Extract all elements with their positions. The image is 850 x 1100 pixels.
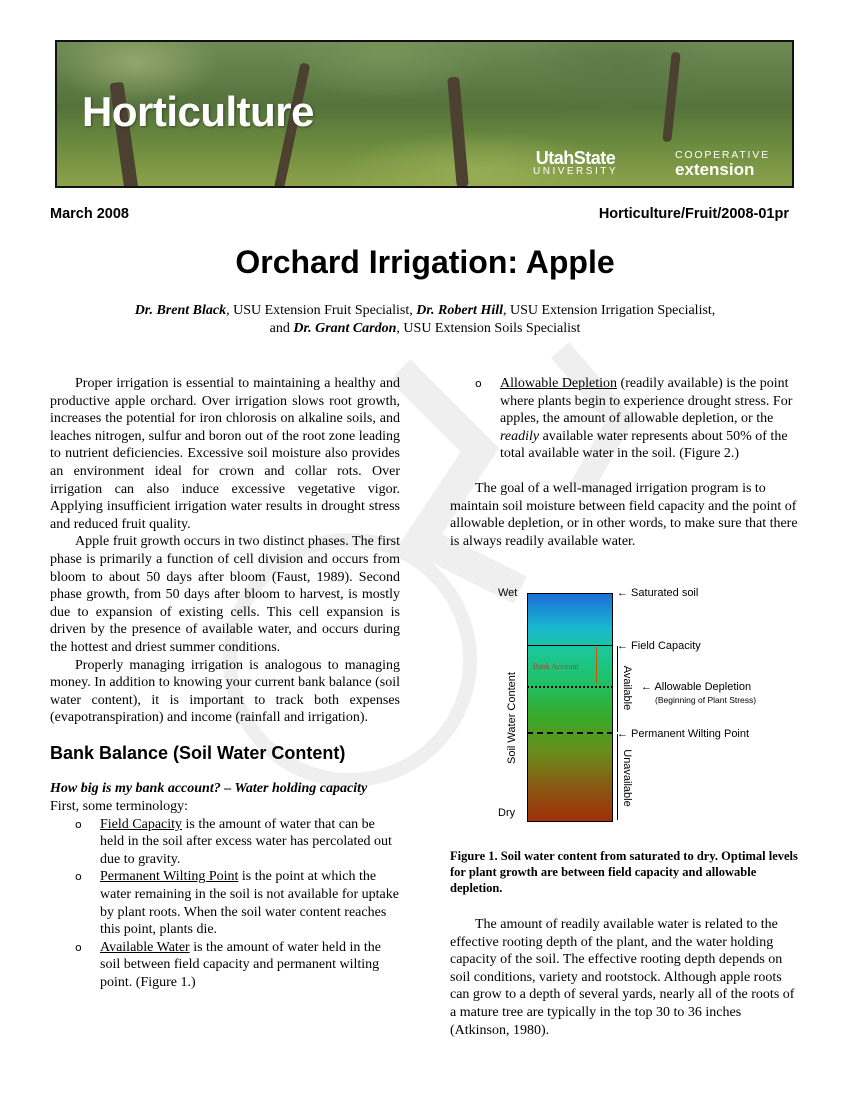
list-item <box>450 375 800 463</box>
right-column-bottom <box>450 916 800 1039</box>
allowable-depletion-sublabel: (Beginning of Plant Stress) <box>655 695 757 705</box>
saturated-soil-label: ← Saturated soil <box>617 587 699 599</box>
figure-caption: Figure 1. Soil water content from saturated to dry. Optimal levels for plant growth are between field capacity and allowable depletion. <box>450 849 798 895</box>
author-role: , USU Extension Soils Specialist <box>396 321 581 336</box>
bullet: o <box>75 940 82 954</box>
term-definition: available water represents about 50% of the total available water in the soil. (Figure 2.) <box>500 428 788 462</box>
section-heading: Bank Balance (Soil Water Content) <box>50 742 346 763</box>
term-emphasis: readily <box>500 428 540 444</box>
left-column <box>50 375 400 992</box>
banner-title: Horticulture <box>82 88 315 135</box>
term-definition: (readily available) is the point where plants begin to experience drought stress. For apples, the amount of allowable depletion, or the <box>500 376 793 427</box>
authors <box>0 302 850 338</box>
body-paragraph: Properly managing irrigation is analogous to managing money. In addition to knowing your current bank balance (soil water content), it is important to track both expenses (evapotranspiration) and income (rainfall and irrigation). <box>50 657 400 726</box>
soil-water-bar <box>527 593 613 822</box>
field-capacity-label: ← Field Capacity <box>617 640 701 652</box>
term-definition: is the point at which the water remaining in the soil is not available for uptake by plant roots. When the soil water content reaches this point, plants die. <box>100 869 399 938</box>
author-conjunction: and <box>269 321 294 336</box>
author-name: Dr. Grant Cardon <box>293 321 397 336</box>
unavailable-label: Unavailable <box>621 749 633 807</box>
wet-label: Wet <box>498 587 518 599</box>
bullet: o <box>75 817 82 831</box>
term-definition: is the amount of water held in the soil between field capacity and permanent wilting point. (Figure 1.) <box>100 939 381 990</box>
extension-logo-line2: extension <box>675 159 755 179</box>
subheading: How big is my bank account? – Water holding capacity <box>50 781 368 797</box>
term-label: Allowable Depletion <box>500 376 618 391</box>
extension-logo-line1: COOPERATIVE <box>675 149 770 161</box>
author-role: , USU Extension Irrigation Specialist, <box>503 303 716 318</box>
bullet: o <box>75 870 82 884</box>
terms-list <box>50 816 400 992</box>
allowable-depletion-label: ← Allowable Depletion <box>641 681 752 693</box>
term-definition: is the amount of water that can be held in the soil after excess water has percolated out due to gravity. <box>100 816 392 867</box>
allowable-depletion-line <box>527 686 613 688</box>
body-paragraph: Apple fruit growth occurs in two distinct phases. The first phase is primarily a function of cell division and occurs from bloom to about 50 days after bloom (Faust, 1989). Second phase growth, from 50 days after bloom to harvest, is mostly due to expansion of existing cells. This cell expansion is driven by the presence of available water, and occurs during the hottest and driest summer conditions. <box>50 534 400 655</box>
terms-list <box>450 375 800 463</box>
author-role: , USU Extension Fruit Specialist, <box>226 303 417 318</box>
term-label: Field Capacity <box>100 816 183 832</box>
field-capacity-line <box>527 645 613 646</box>
author-name: Dr. Robert Hill <box>416 303 503 318</box>
extension-logo <box>675 150 770 178</box>
unavailable-range-arrow <box>617 734 618 820</box>
usu-logo <box>533 149 618 177</box>
publication-date: March 2008 <box>50 206 129 222</box>
header-banner <box>55 40 794 188</box>
y-axis-label: Soil Water Content <box>506 672 518 764</box>
list-item <box>50 816 400 869</box>
page-title: Orchard Irrigation: Apple <box>235 244 615 280</box>
bank-account-arrow <box>596 647 597 683</box>
body-paragraph: The goal of a well-managed irrigation program is to maintain soil moisture between field capacity and the point of allowable depletion, or in other words, to make sure that there is always readily available water. <box>450 480 798 549</box>
body-paragraph: Proper irrigation is essential to maintaining a healthy and productive apple orchard. Over irrigation slows root growth, increases the potential for iron chlorosis on alkaline soils, and leaches nitrogen, sulfur and boron out of the root zone leading to nutrient deficiencies. Excessive soil moisture also provides an environment ideal for crown and collar rots. Over irrigation can also induce excessive vegetative vigor. Applying insufficient irrigation water results in drought stress and reduced fruit quality. <box>50 376 400 532</box>
list-item <box>50 939 400 992</box>
usu-logo-line1: UtahState <box>535 148 616 168</box>
term-label: Available Water <box>100 939 190 955</box>
bullet: o <box>475 377 482 390</box>
terminology-intro: First, some terminology: <box>50 799 189 815</box>
author-name: Dr. Brent Black <box>134 303 227 318</box>
publication-id: Horticulture/Fruit/2008-01pr <box>598 206 789 222</box>
body-paragraph: The amount of readily available water is related to the effective rooting depth of the plant, and the water holding capacity of the soil. The effective rooting depth depends on soil conditions, variety and rootstock. Although apple roots can grow to a depth of several yards, nearly all of the roots of a mature tree are typically in the top 30 to 36 inches (Atkinson, 1980). <box>450 917 795 1038</box>
soil-water-figure <box>450 582 800 832</box>
pwp-label: ← Permanent Wilting Point <box>617 728 750 740</box>
right-column-top <box>450 375 800 550</box>
pwp-line <box>527 732 613 734</box>
list-item <box>50 868 400 938</box>
term-label: Permanent Wilting Point <box>100 869 239 885</box>
available-range-arrow <box>617 646 618 732</box>
tree-trunk <box>447 77 469 188</box>
available-label: Available <box>621 665 633 711</box>
dry-label: Dry <box>498 807 516 819</box>
bank-account-label: Bank Account <box>533 662 579 671</box>
tree-trunk <box>662 52 680 142</box>
usu-logo-line2: UNIVERSITY <box>533 166 619 177</box>
